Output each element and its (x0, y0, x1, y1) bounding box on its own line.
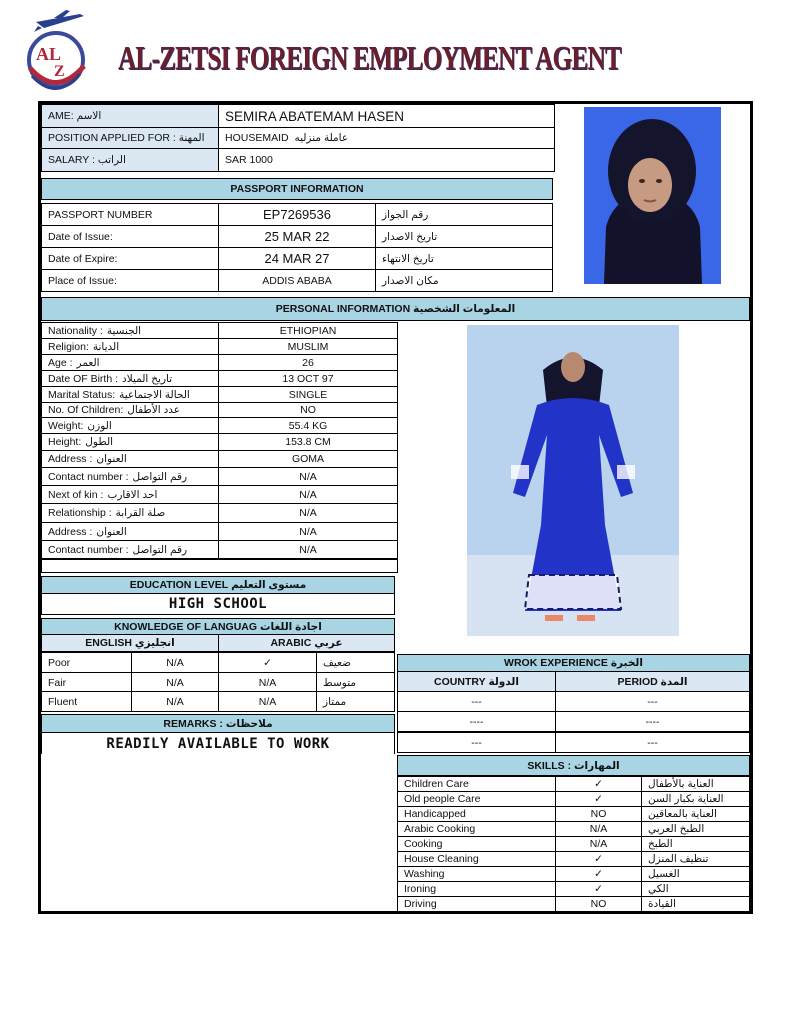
skill-name: Washing (397, 866, 556, 882)
personal-label-ar: الديانة (92, 340, 120, 353)
english-level-value: N/A (131, 672, 219, 693)
personal-row-value: N/A (218, 540, 398, 559)
skill-value: ✓ (555, 776, 642, 792)
language-level-ar: ضعيف (316, 652, 395, 673)
position-value-ar: عاملة منزليه (294, 132, 349, 144)
remarks-title-ar: ملاحظات (225, 717, 273, 730)
skill-value: N/A (555, 836, 642, 852)
personal-row-label (41, 322, 219, 339)
personal-label-en: Date OF Birth : (48, 372, 119, 385)
skill-name: Children Care (397, 776, 556, 792)
personal-row-label (41, 370, 219, 387)
agency-logo (14, 6, 104, 90)
personal-row-value: N/A (218, 467, 398, 486)
logo-text-top: AL (36, 44, 62, 64)
agency-name: AL-ZETSI FOREIGN EMPLOYMENT AGENT (118, 40, 621, 77)
arabic-label: ARABIC (270, 637, 312, 649)
personal-label-ar: صلة القرابة (115, 507, 166, 519)
position-label-cell (41, 127, 219, 149)
personal-row-label (41, 522, 219, 541)
personal-row-label (41, 354, 219, 371)
personal-row-value: N/A (218, 522, 398, 541)
skill-name: Driving (397, 896, 556, 912)
skill-name: Ironing (397, 881, 556, 897)
personal-label-en: Height: (48, 436, 82, 448)
salary-label-cell (41, 148, 219, 172)
skill-value: ✓ (555, 791, 642, 807)
passport-row-label-ar: تاريخ الانتهاء (375, 247, 553, 270)
name-label-ar: الاسم (76, 110, 102, 122)
personal-label-ar: الطول (85, 436, 114, 448)
passport-section-header: PASSPORT INFORMATION (41, 178, 553, 200)
personal-row-label (41, 433, 219, 451)
personal-row-value: 13 OCT 97 (218, 370, 398, 387)
experience-period: --- (555, 691, 750, 712)
arabic-level-value: N/A (218, 672, 317, 693)
skill-value: ✓ (555, 866, 642, 882)
arabic-label-ar: عربي (314, 637, 343, 649)
passport-row-label-ar: تاريخ الاصدار (375, 225, 553, 248)
position-value: HOUSEMAID (225, 132, 289, 144)
english-level-value: N/A (131, 691, 219, 712)
skill-name-ar: العناية بالأطفال (641, 776, 750, 792)
name-label: AME: (48, 110, 74, 122)
country-label-ar: الدولة (488, 675, 519, 688)
skill-name-ar: الطبخ (641, 836, 750, 852)
education-title-ar: مستوى التعليم (231, 579, 307, 591)
personal-label-en: No. Of Children: (48, 404, 124, 416)
country-column-header (397, 671, 556, 692)
personal-label-ar: العنوان (96, 525, 127, 538)
skill-name-ar: الطبخ العربي (641, 821, 750, 837)
personal-label-ar: الحالة الاجتماعية (119, 388, 190, 401)
skill-name-ar: العناية بكبار السن (641, 791, 750, 807)
personal-row-label (41, 540, 219, 559)
position-label: POSITION APPLIED FOR : (48, 132, 176, 144)
period-column-header (555, 671, 750, 692)
personal-row-value: ETHIOPIAN (218, 322, 398, 339)
personal-section-header (41, 297, 750, 321)
education-value: HIGH SCHOOL (41, 593, 395, 615)
passport-row-label: PASSPORT NUMBER (41, 203, 219, 226)
personal-row-value: N/A (218, 503, 398, 523)
remarks-title: REMARKS : (163, 717, 223, 730)
experience-period: --- (555, 732, 750, 753)
skill-value: NO (555, 806, 642, 822)
skill-value: NO (555, 896, 642, 912)
skill-name-ar: العناية بالمعاقين (641, 806, 750, 822)
skill-name-ar: الكي (641, 881, 750, 897)
personal-label-ar: رقم التواصل (132, 470, 188, 483)
english-level-value: N/A (131, 652, 219, 673)
name-label-cell (41, 104, 219, 128)
logo-text-bottom: Z (54, 63, 65, 80)
personal-title: PERSONAL INFORMATION (275, 303, 411, 315)
language-level: Poor (41, 652, 132, 673)
salary-label: SALARY : (48, 154, 95, 166)
skill-name: Cooking (397, 836, 556, 852)
remarks-section-header (41, 714, 395, 733)
personal-row-value: NO (218, 402, 398, 418)
personal-label-ar: العمر (76, 356, 100, 369)
personal-row-label (41, 402, 219, 418)
language-title-ar: اجادة اللغات (259, 620, 322, 633)
country-label: COUNTRY (434, 675, 486, 688)
personal-row-value: GOMA (218, 450, 398, 468)
personal-row-value: 26 (218, 354, 398, 371)
experience-country: --- (397, 691, 556, 712)
personal-label-en: Weight: (48, 419, 84, 432)
passport-row-value: 25 MAR 22 (218, 225, 376, 248)
skill-value: ✓ (555, 851, 642, 867)
education-title: EDUCATION LEVEL (129, 579, 229, 591)
passport-row-label: Date of Issue: (41, 225, 219, 248)
personal-title-ar: المعلومات الشخصية (413, 303, 516, 315)
personal-label-ar: الوزن (87, 419, 112, 432)
personal-row-label (41, 417, 219, 434)
remarks-value: READILY AVAILABLE TO WORK (41, 732, 395, 754)
personal-label-ar: تاريخ الميلاد (122, 372, 173, 385)
passport-row-label-ar: رقم الجواز (375, 203, 553, 226)
passport-row-value: EP7269536 (218, 203, 376, 226)
experience-period: ---- (555, 711, 750, 732)
personal-label-ar: الجنسية (106, 324, 142, 337)
passport-row-value: 24 MAR 27 (218, 247, 376, 270)
personal-label-ar: عدد الأطفال (127, 404, 181, 416)
personal-row-value: SINGLE (218, 386, 398, 403)
personal-label-ar: رقم التواصل (132, 543, 188, 556)
salary-label-ar: الراتب (97, 154, 126, 166)
personal-row-label (41, 467, 219, 486)
language-level: Fair (41, 672, 132, 693)
personal-label-en: Age : (48, 356, 73, 369)
personal-label-en: Contact number : (48, 543, 129, 556)
personal-row-value: 55.4 KG (218, 417, 398, 434)
personal-row-spacer (41, 559, 398, 573)
position-label-ar: المهنة (178, 132, 205, 144)
skill-name: Handicapped (397, 806, 556, 822)
period-label-ar: المدة (660, 675, 688, 688)
salary-value: SAR 1000 (218, 148, 555, 172)
education-section-header (41, 576, 395, 594)
portrait-photo (584, 107, 721, 284)
personal-row-value: 153.8 CM (218, 433, 398, 451)
personal-label-en: Address : (48, 525, 93, 538)
language-title: KNOWLEDGE OF LANGUAG (114, 620, 258, 633)
personal-label-en: Religion: (48, 340, 89, 353)
personal-row-label (41, 503, 219, 523)
language-level-ar: متوسط (316, 672, 395, 693)
personal-row-value: N/A (218, 485, 398, 504)
experience-section-header (397, 654, 750, 672)
personal-row-label (41, 485, 219, 504)
skill-name: Old people Care (397, 791, 556, 807)
personal-label-en: Nationality : (48, 324, 103, 337)
skills-title-ar: المهارات (574, 759, 620, 772)
skill-name-ar: القيادة (641, 896, 750, 912)
personal-label-ar: العنوان (96, 453, 127, 465)
personal-label-en: Relationship : (48, 507, 112, 519)
personal-row-label (41, 386, 219, 403)
personal-row-label (41, 450, 219, 468)
skill-value: ✓ (555, 881, 642, 897)
skill-name-ar: تنظيف المنزل (641, 851, 750, 867)
candidate-name: SEMIRA ABATEMAM HASEN (218, 104, 555, 128)
personal-label-en: Marital Status: (48, 388, 116, 401)
personal-label-ar: احد الاقارب (107, 488, 158, 501)
language-level: Fluent (41, 691, 132, 712)
experience-country: ---- (397, 711, 556, 732)
airplane-icon (34, 10, 84, 32)
english-label: ENGLISH (85, 637, 132, 649)
period-label: PERIOD (617, 675, 658, 688)
arabic-level-value: N/A (218, 691, 317, 712)
passport-row-label-ar: مكان الاصدار (375, 269, 553, 292)
english-label-ar: انجليزي (134, 637, 175, 649)
personal-label-en: Contact number : (48, 470, 129, 483)
passport-row-label: Date of Expire: (41, 247, 219, 270)
language-section-header (41, 618, 395, 635)
arabic-column-header (218, 634, 395, 652)
skill-name: Arabic Cooking (397, 821, 556, 837)
english-column-header (41, 634, 219, 652)
experience-country: --- (397, 732, 556, 753)
passport-row-label: Place of Issue: (41, 269, 219, 292)
skills-section-header (397, 755, 750, 776)
personal-label-en: Address : (48, 453, 93, 465)
passport-row-value: ADDIS ABABA (218, 269, 376, 292)
personal-row-value: MUSLIM (218, 338, 398, 355)
skill-value: N/A (555, 821, 642, 837)
arabic-level-value: ✓ (218, 652, 317, 673)
position-value-cell (218, 127, 555, 149)
experience-title-ar: الخبرة (610, 657, 643, 669)
skill-name: House Cleaning (397, 851, 556, 867)
full-length-photo (467, 325, 679, 636)
experience-title: WROK EXPERIENCE (504, 657, 608, 669)
language-level-ar: ممتاز (316, 691, 395, 712)
skill-name-ar: الغسيل (641, 866, 750, 882)
skills-title: SKILLS : (527, 759, 572, 772)
personal-label-en: Next of kin : (48, 488, 104, 501)
personal-row-label (41, 338, 219, 355)
